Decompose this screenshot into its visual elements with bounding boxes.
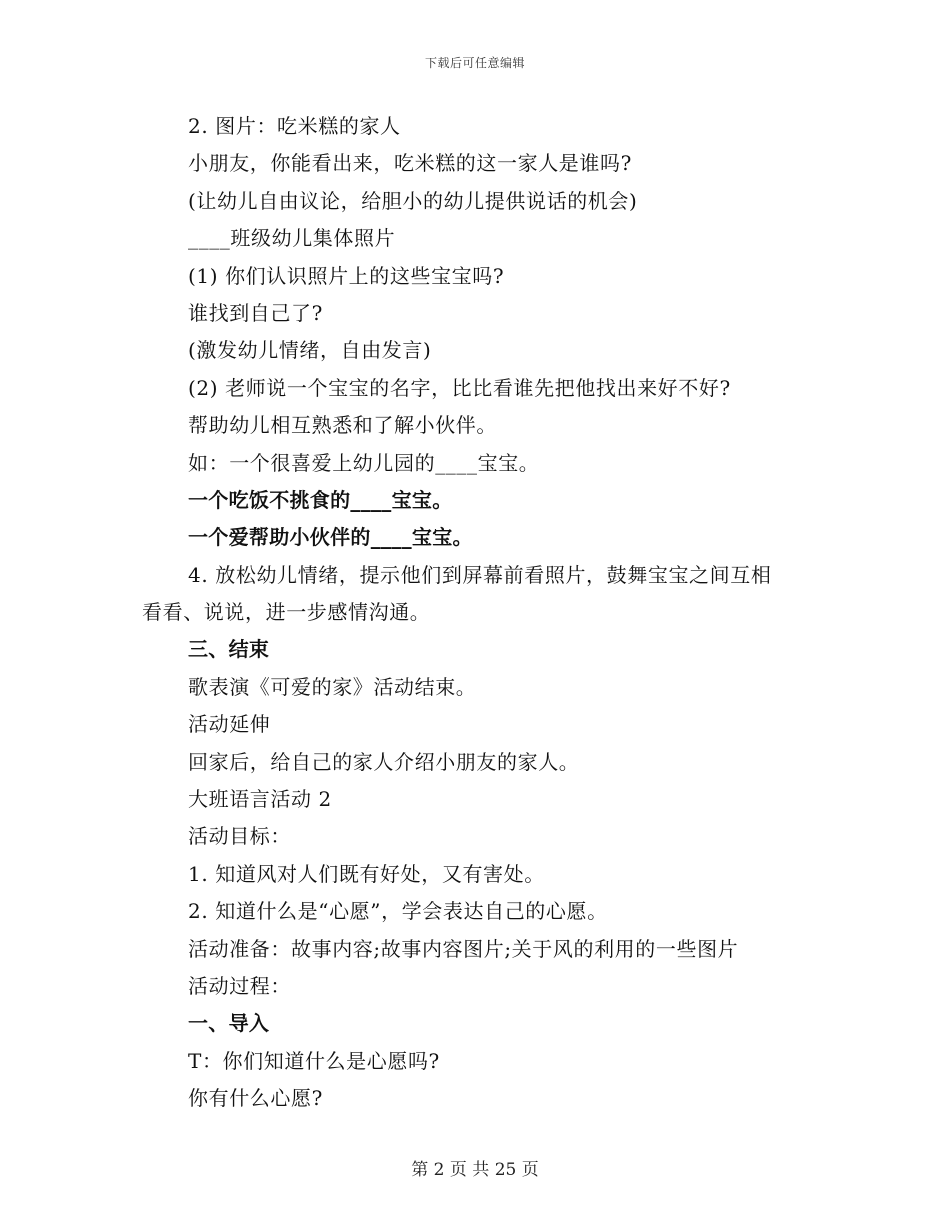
paragraph-line: 你有什么心愿? <box>188 1086 323 1111</box>
paragraph-line: 小朋友，你能看出来，吃米糕的这一家人是谁吗? <box>188 151 632 176</box>
bold-example-line: 一个吃饭不挑食的____宝宝。 <box>188 487 453 512</box>
paragraph-line: 如：一个很喜爱上幼儿园的____宝宝。 <box>188 450 540 475</box>
paragraph-line: 活动目标： <box>188 824 291 849</box>
paragraph-line: 活动延伸 <box>188 712 271 737</box>
bold-example-line: 一个爱帮助小伙伴的____宝宝。 <box>188 525 473 550</box>
paragraph-line: (1) 你们认识照片上的这些宝宝吗? <box>188 263 505 288</box>
paragraph-continuation-line: 看看、说说，进一步感情沟通。 <box>142 600 431 625</box>
paragraph-line: 2. 知道什么是“心愿”，学会表达自己的心愿。 <box>188 899 608 924</box>
section-heading: 三、结束 <box>188 637 270 662</box>
page-footer: 第 2 页 共 25 页 <box>411 1160 539 1180</box>
paragraph-line: 帮助幼儿相互熟悉和了解小伙伴。 <box>188 413 497 438</box>
paragraph-line: 1. 知道风对人们既有好处，又有害处。 <box>188 861 545 886</box>
paragraph-line: (让幼儿自由议论，给胆小的幼儿提供说话的机会) <box>188 188 638 213</box>
paragraph-line: 歌表演《可爱的家》活动结束。 <box>188 674 477 699</box>
section-heading: 一、导入 <box>188 1011 270 1036</box>
paragraph-line: 大班语言活动 2 <box>188 787 332 812</box>
page-header: 下载后可任意编辑 <box>424 56 525 70</box>
paragraph-line: (激发幼儿情绪，自由发言) <box>188 338 432 363</box>
document-body <box>142 108 822 1118</box>
paragraph-line: 谁找到自己了? <box>188 300 323 325</box>
paragraph-line: (2) 老师说一个宝宝的名字，比比看谁先把他找出来好不好? <box>188 375 731 400</box>
paragraph-line: 活动准备：故事内容;故事内容图片;关于风的利用的一些图片 <box>188 936 739 961</box>
paragraph-line: 回家后，给自己的家人介绍小朋友的家人。 <box>188 749 580 774</box>
paragraph-line: ____班级幼儿集体照片 <box>188 226 396 251</box>
paragraph-line: 4. 放松幼儿情绪，提示他们到屏幕前看照片，鼓舞宝宝之间互相 <box>188 562 772 587</box>
paragraph-line: 活动过程： <box>188 973 291 998</box>
paragraph-line: 2. 图片：吃米糕的家人 <box>188 114 401 138</box>
paragraph-line: T：你们知道什么是心愿吗? <box>188 1048 440 1073</box>
